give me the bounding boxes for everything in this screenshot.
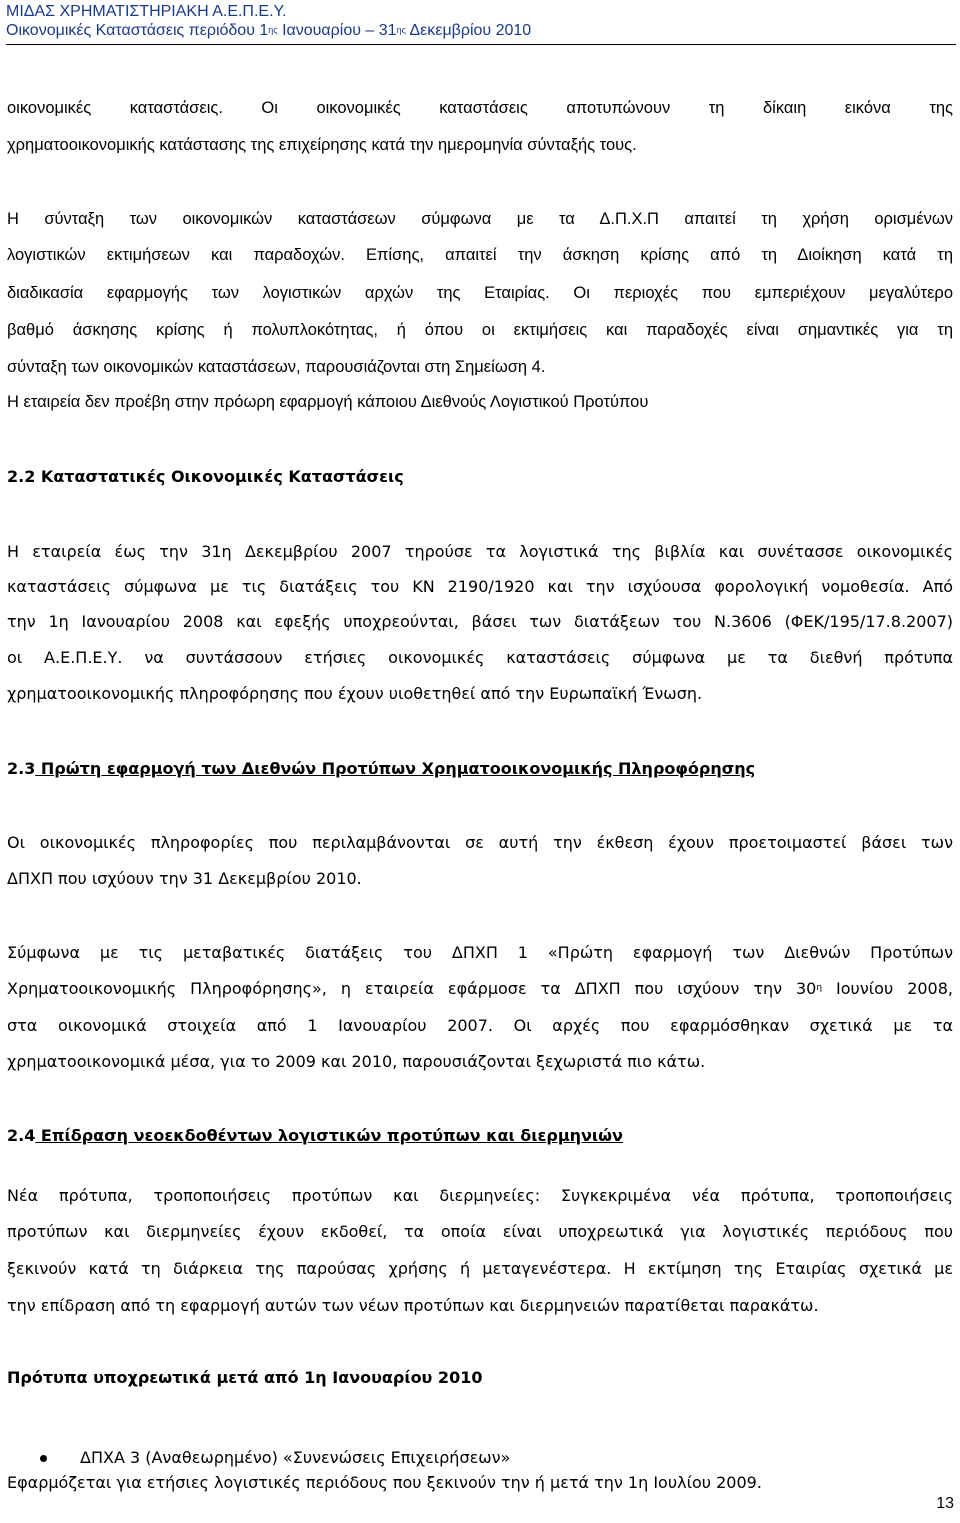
bullet-item: ΔΠΧΑ 3 (Αναθεωρημένο) «Συνενώσεις Επιχειρήσεων» — [80, 1448, 511, 1467]
s23-p2-line1: Σύμφωνα με τις μεταβατικές διατάξεις του ΔΠΧΠ 1 «Πρώτη εφαρμογή των Διεθνών Προτύπων — [7, 943, 953, 962]
header-period: Οικονομικές Καταστάσεις περιόδου $1^{\eta\varsigma}$ Ιανουαρίου – $31^{\eta\varsigma}$ Δεκεμβρίου 2010 — [6, 22, 532, 39]
s23-p2-line2: Χρηματοοικονομικής Πληροφόρησης», η εταιρεία εφάρμοσε τα ΔΠΧΠ που ισχύουν την $30^\eta$ Ιουνίου 2008, — [7, 979, 953, 998]
s24-line2: προτύπων και διερμηνείες έχουν εκδοθεί, τα οποία είναι υποχρεωτικά για λογιστικές περιόδους που — [7, 1222, 953, 1241]
mandatory-standards-heading: Πρότυπα υποχρεωτικά μετά από 1η Ιανουαρίου 2010 — [7, 1368, 483, 1387]
s22-line2: καταστάσεις σύμφωνα με τις διατάξεις του ΚΝ 2190/1920 και την ισχύουσα φορολογική νομοθεσία. Από — [7, 577, 953, 596]
s23-p1-line2: ΔΠΧΠ που ισχύουν την 31 Δεκεμβρίου 2010. — [7, 869, 362, 888]
s22-line5: χρηματοοικονομικής πληροφόρησης που έχουν υιοθετηθεί από την Ευρωπαϊκή Ένωση. — [7, 684, 703, 703]
s23-p2-line3: στα οικονομικά στοιχεία από 1 Ιανουαρίου 2007. Οι αρχές που εφαρμόσθηκαν σχετικά με τα — [7, 1016, 953, 1035]
page-number: 13 — [936, 1495, 954, 1512]
p1-line1: οικονομικές καταστάσεις. Οι οικονομικές καταστάσεις αποτυπώνουν τη δίκαιη εικόνα της — [7, 99, 953, 117]
s24-line4: την επίδραση από τη εφαρμογή αυτών των νέων προτύπων και διερμηνειών παρατίθεται παρακάτω. — [7, 1296, 819, 1315]
s22-line1: Η εταιρεία έως την 31η Δεκεμβρίου 2007 τηρούσε τα λογιστικά της βιβλία και συνέτασσε οικονομικές — [7, 542, 953, 561]
p2-line3: διαδικασία εφαρμογής των λογιστικών αρχών της Εταιρίας. Οι περιοχές που εμπεριέχουν μεγαλύτερο — [7, 284, 953, 302]
section-2-4-heading: 2.4 Επίδραση νεοεκδοθέντων λογιστικών προτύπων και διερμηνιών — [7, 1126, 623, 1145]
page-header — [6, 2, 956, 45]
s23-p1-line1: Οι οικονομικές πληροφορίες που περιλαμβάνονται σε αυτή την έκθεση έχουν προετοιμαστεί βάσει των — [7, 833, 953, 852]
p2-line5: σύνταξη των οικονομικών καταστάσεων, παρουσιάζονται στη Σημείωση 4. — [7, 358, 546, 376]
p2-line1: Η σύνταξη των οικονομικών καταστάσεων σύμφωνα με τα Δ.Π.Χ.Π απαιτεί τη χρήση ορισμένων — [7, 210, 953, 228]
s23-p2-line4: χρηματοοικονομικά μέσα, για το 2009 και 2010, παρουσιάζονται ξεχωριστά πιο κάτω. — [7, 1052, 706, 1071]
s24-line3: ξεκινούν κατά τη διάρκεια της παρούσας χρήσης ή μεταγενέστερα. Η εκτίμηση της Εταιρίας σχετικά με — [7, 1259, 953, 1278]
p2-line4: βαθμό άσκησης κρίσης ή πολυπλοκότητας, ή όπου οι εκτιμήσεις και παραδοχές είναι σημαντικές για τη — [7, 321, 953, 339]
bullet-icon — [40, 1455, 47, 1462]
s22-line3: την 1η Ιανουαρίου 2008 και εφεξής υποχρεούνται, βάσει των διατάξεων του Ν.3606 (ΦΕΚ/195/17.8.2007) — [7, 612, 953, 631]
p2-line6: Η εταιρεία δεν προέβη στην πρόωρη εφαρμογή κάποιου Διεθνούς Λογιστικού Προτύπου — [7, 393, 649, 411]
section-2-3-heading: 2.3 Πρώτη εφαρμογή των Διεθνών Προτύπων Χρηματοοικονομικής Πληροφόρησης — [7, 759, 756, 778]
bullet-description: Εφαρμόζεται για ετήσιες λογιστικές περιόδους που ξεκινούν την ή μετά την 1η Ιουλίου 2009. — [7, 1473, 762, 1492]
section-2-2-heading: 2.2 Καταστατικές Οικονομικές Καταστάσεις — [7, 467, 404, 486]
p1-line2: χρηματοοικονομικής κατάστασης της επιχείρησης κατά την ημερομηνία σύνταξής τους. — [7, 136, 637, 154]
header-company: ΜΙΔΑΣ ΧΡΗΜΑΤΙΣΤΗΡΙΑΚΗ Α.Ε.Π.Ε.Υ. — [6, 3, 287, 20]
s24-line1: Νέα πρότυπα, τροποποιήσεις προτύπων και διερμηνείες: Συγκεκριμένα νέα πρότυπα, τροποποιήσεις — [7, 1186, 953, 1205]
p2-line2: λογιστικών εκτιμήσεων και παραδοχών. Επίσης, απαιτεί την άσκηση κρίσης από τη Διοίκηση κατά τη — [7, 246, 953, 264]
s22-line4: οι Α.Ε.Π.Ε.Υ. να συντάσσουν ετήσιες οικονομικές καταστάσεις σύμφωνα με τα διεθνή πρότυπα — [7, 648, 953, 667]
